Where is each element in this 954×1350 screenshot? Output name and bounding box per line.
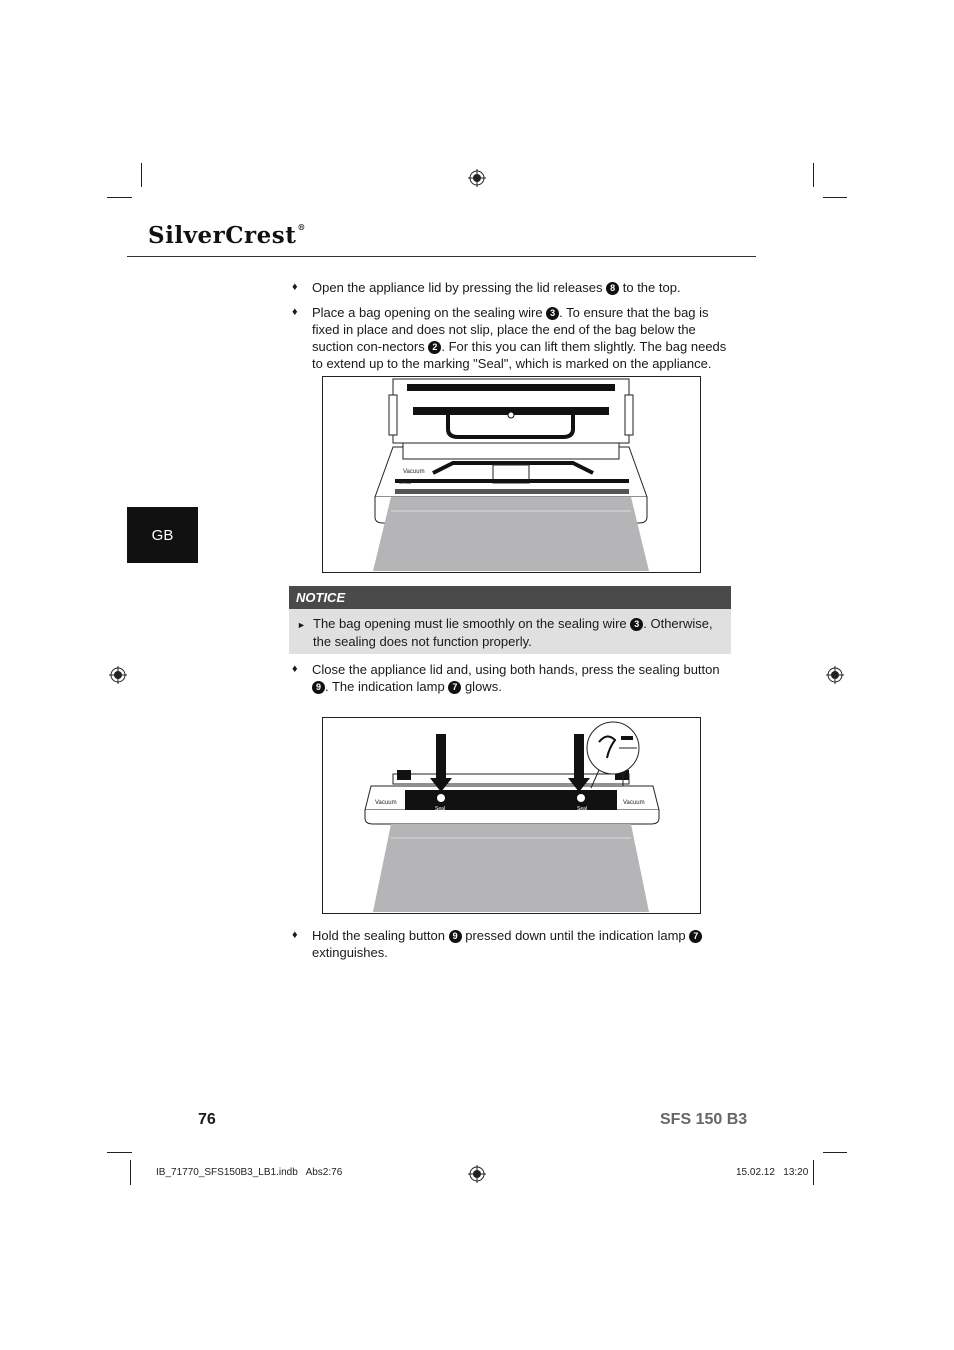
registered-mark: ®	[297, 222, 306, 232]
arrow-bullet-icon: ►	[297, 620, 306, 630]
page-number: 76	[198, 1111, 216, 1128]
crop-mark	[823, 197, 847, 198]
part-number-badge: 3	[546, 307, 559, 320]
language-tab: GB	[127, 507, 198, 563]
notice-box: ► The bag opening must lie smoothly on the sealing wire 3 . Otherwise, the sealing does not function properly.	[289, 609, 731, 654]
part-number-badge: 3	[630, 618, 643, 631]
model-number: SFS 150 B3	[660, 1111, 748, 1128]
header-rule	[127, 256, 756, 257]
print-file-info: IB_71770_SFS150B3_LB1.indb Abs2:76	[156, 1167, 343, 1178]
registration-mark-icon	[826, 666, 844, 684]
diamond-bullet-icon: ♦	[292, 663, 298, 675]
vacuum-label: Vacuum	[623, 800, 645, 806]
list-item: ♦ Place a bag opening on the sealing wire 3 . To ensure that the bag is fixed in place and does not slip, place the end of the bag below the suction con-nectors 2 . For this you can lift them slightly. The bag needs to extend up to the marking "Seal", which is marked on the appliance.	[292, 305, 727, 371]
crop-mark	[813, 1160, 814, 1185]
part-number-badge: 7	[689, 930, 702, 943]
crop-mark	[130, 1160, 131, 1185]
part-number-badge: 8	[606, 282, 619, 295]
seal-label: Seal	[435, 806, 446, 812]
notice-header: NOTICE	[289, 586, 731, 609]
crop-mark	[107, 197, 132, 198]
seal-label: Seal	[577, 806, 588, 812]
list-item: ♦ Close the appliance lid and, using both hands, press the sealing button 9 . The indication lamp 7 glows.	[292, 662, 720, 694]
registration-mark-icon	[468, 1165, 486, 1183]
diamond-bullet-icon: ♦	[292, 281, 298, 293]
diamond-bullet-icon: ♦	[292, 306, 298, 318]
brand-logo	[148, 222, 306, 249]
vacuum-label: Vacuum	[375, 800, 397, 806]
part-number-badge: 9	[449, 930, 462, 943]
print-date-info: 15.02.12 13:20	[736, 1167, 809, 1178]
list-item: ♦ Hold the sealing button 9 pressed down until the indication lamp 7 extinguishes.	[292, 927, 732, 961]
vacuum-label: Vacuum	[403, 469, 425, 475]
figure-open-lid	[322, 376, 701, 573]
appliance-open-illustration	[323, 377, 700, 572]
part-number-badge: 7	[448, 681, 461, 694]
crop-mark	[107, 1152, 132, 1153]
crop-mark	[813, 163, 814, 187]
list-item: ♦ Open the appliance lid by pressing the lid releases 8 to the top.	[292, 280, 681, 295]
brand-logo-text: SilverCrest	[148, 222, 297, 249]
registration-mark-icon	[468, 169, 486, 187]
diamond-bullet-icon: ♦	[292, 929, 298, 941]
crop-mark	[141, 163, 142, 187]
appliance-closed-illustration	[323, 718, 700, 913]
seal-label: Seal	[399, 480, 412, 486]
part-number-badge: 2	[428, 341, 441, 354]
part-number-badge: 9	[312, 681, 325, 694]
crop-mark	[823, 1152, 847, 1153]
figure-press-seal	[322, 717, 701, 914]
registration-mark-icon	[109, 666, 127, 684]
